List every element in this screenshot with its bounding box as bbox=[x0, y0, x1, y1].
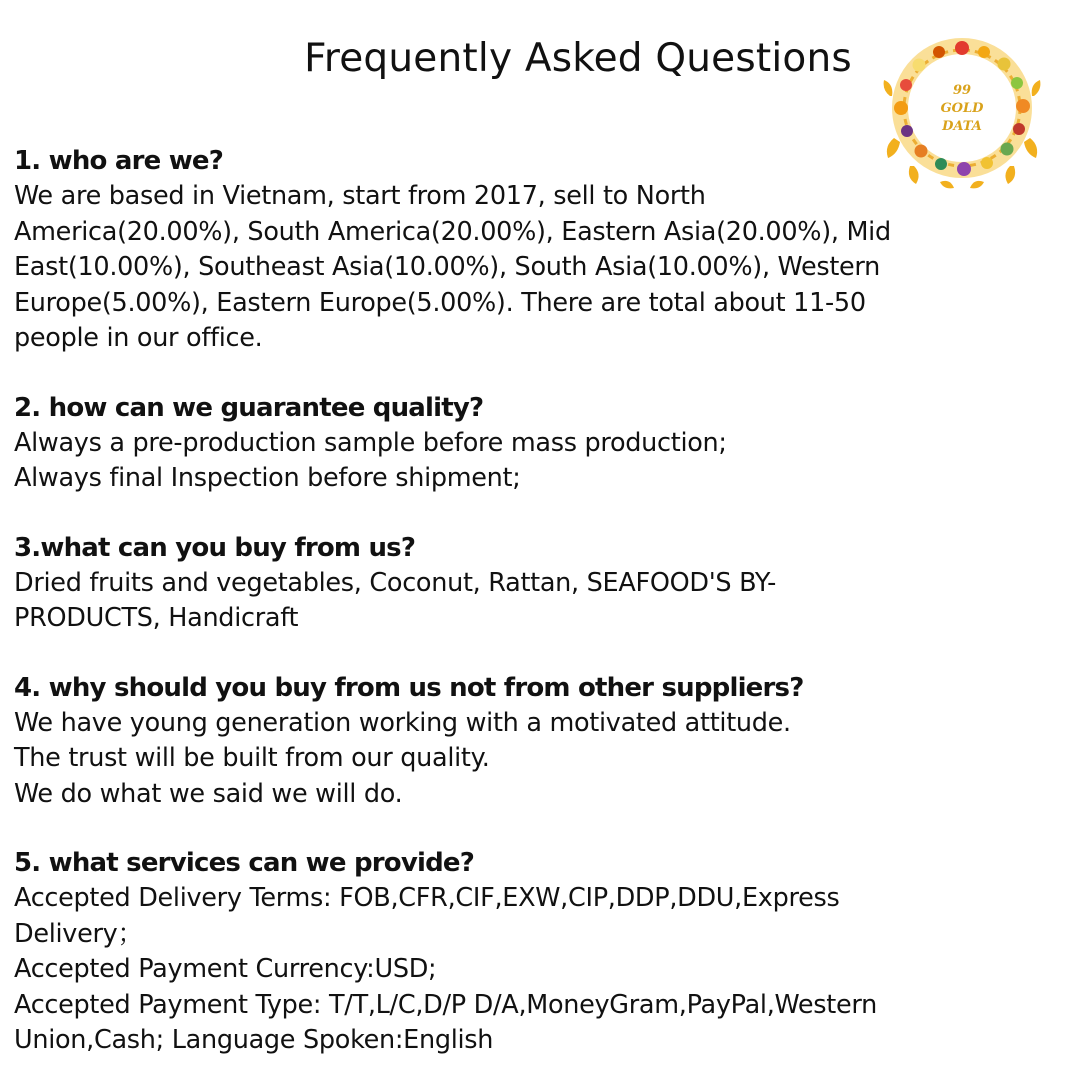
faq-answer bbox=[14, 566, 1070, 637]
faq-item-3 bbox=[14, 530, 1070, 637]
logo-text-3: DATA bbox=[942, 119, 982, 134]
answer-line: Union,Cash; Language Spoken:English bbox=[14, 1025, 494, 1055]
answer-line: Delivery； bbox=[14, 918, 143, 949]
faq-item-1 bbox=[14, 143, 1070, 357]
logo-text-1: 99 bbox=[952, 83, 972, 98]
answer-line: Always final Inspection before shipment; bbox=[14, 463, 521, 493]
faq-answer bbox=[14, 881, 1070, 1059]
answer-line: Always a pre-production sample before mass production; bbox=[14, 427, 727, 458]
answer-line: Europe(5.00%), Eastern Europe(5.00%). There are total about 11-50 bbox=[14, 287, 866, 318]
faq-list bbox=[14, 143, 1070, 1092]
faq-answer bbox=[14, 426, 1070, 497]
faq-item-4 bbox=[14, 670, 1070, 813]
answer-line: Accepted Payment Currency:USD; bbox=[14, 954, 437, 984]
answer-line: We have young generation working with a motivated attitude. bbox=[14, 707, 791, 738]
faq-answer bbox=[14, 179, 1070, 357]
faq-question: 5. what services can we provide? bbox=[14, 848, 475, 878]
answer-line: The trust will be built from our quality. bbox=[14, 743, 490, 773]
faq-question: 1. who are we? bbox=[14, 146, 224, 176]
faq-answer bbox=[14, 706, 1070, 813]
logo-text-2: GOLD bbox=[940, 101, 984, 116]
faq-item-2 bbox=[14, 390, 1070, 497]
answer-line: We do what we said we will do. bbox=[14, 778, 403, 809]
faq-question: 4. why should you buy from us not from other suppliers? bbox=[14, 672, 804, 703]
answer-line: America(20.00%), South America(20.00%), Eastern Asia(20.00%), Mid bbox=[14, 216, 891, 247]
answer-line: Accepted Payment Type: T/T,L/C,D/P D/A,MoneyGram,PayPal,Western bbox=[14, 989, 877, 1020]
answer-line: Dried fruits and vegetables, Coconut, Rattan, SEAFOOD'S BY- bbox=[14, 567, 777, 598]
answer-line: Accepted Delivery Terms: FOB,CFR,CIF,EXW,CIP,DDP,DDU,Express bbox=[14, 883, 840, 913]
faq-question: 2. how can we guarantee quality? bbox=[14, 392, 484, 423]
page-title: Frequently Asked Questions bbox=[304, 36, 852, 81]
answer-line: East(10.00%), Southeast Asia(10.00%), South Asia(10.00%), Western bbox=[14, 252, 881, 282]
faq-question: 3.what can you buy from us? bbox=[14, 532, 416, 563]
answer-line: people in our office. bbox=[14, 323, 263, 353]
faq-item-5 bbox=[14, 845, 1070, 1059]
answer-line: PRODUCTS, Handicraft bbox=[14, 603, 299, 633]
answer-line: We are based in Vietnam, start from 2017, sell to North bbox=[14, 181, 706, 211]
